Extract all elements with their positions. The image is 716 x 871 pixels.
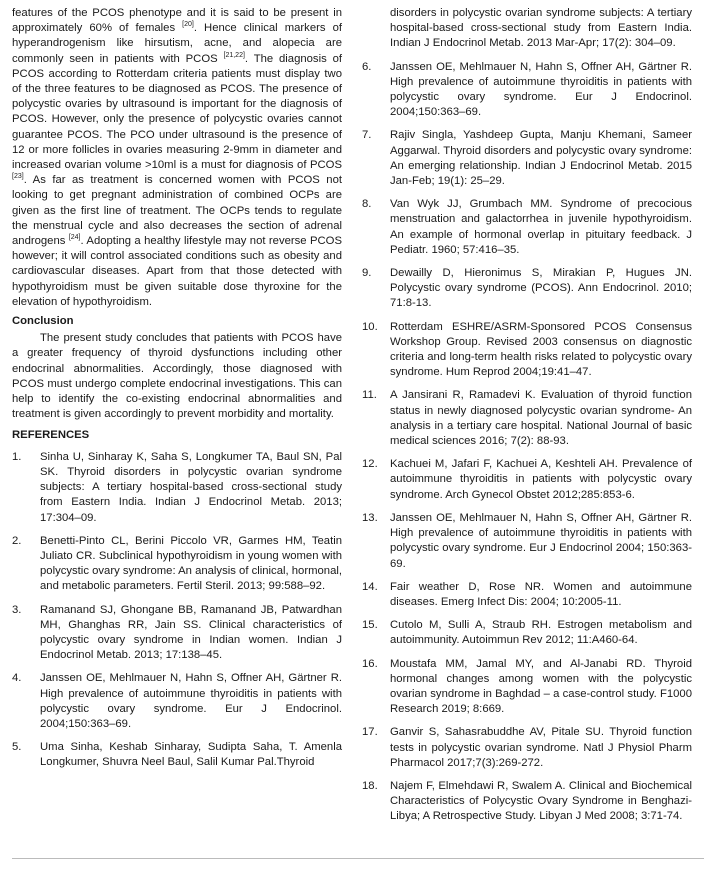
reference-text: Van Wyk JJ, Grumbach MM. Syndrome of precocious menstruation and galactorrhea in juvenile hypothyroidism. An example of hormonal overlap in pituitary feedback. J Pediatr. 1960; 57:416–35. (390, 198, 692, 256)
reference-number: 6. (362, 60, 372, 73)
reference-text: Najem F, Elmehdawi R, Swalem A. Clinical and Biochemical Characteristics of Polycystic Ovary Syndrome in Benghazi-Libya; A Retrospective Study. Libyan J Med 2008; 3:71-74. (390, 779, 692, 823)
reference-number: 4. (12, 672, 22, 685)
reference-number: 11. (362, 389, 377, 402)
reference-text: Dewailly D, Hieronimus S, Mirakian P, Hugues JN. Polycystic ovary syndrome (PCOS). Ann Endocrinol. 2010; 71:8-13. (390, 267, 692, 310)
reference-item (362, 197, 692, 258)
reference-number: 10. (362, 320, 378, 333)
reference-number: 14. (362, 580, 378, 593)
reference-text: Janssen OE, Mehlmauer N, Hahn S, Offner AH, Gärtner R. High prevalence of autoimmune thyroiditis in patients with polycystic ovary syndrome. Eur J Endocrinol. 2004;150:363–69. (40, 672, 342, 730)
reference-item (362, 657, 692, 718)
reference-text: Uma Sinha, Keshab Sinharay, Sudipta Saha, T. Amenla Longkumer, Shuvra Neel Baul, Salil Kumar Pal.Thyroid (40, 741, 342, 769)
reference-item (362, 580, 692, 610)
reference-text: Fair weather D, Rose NR. Women and autoimmune diseases. Emerg Infect Dis: 2004; 10:2005-11. (390, 580, 692, 608)
reference-text: Rotterdam ESHRE/ASRM-Sponsored PCOS Consensus Workshop Group. Revised 2003 consensus on diagnostic criteria and long-term health risks related to polycystic ovary syndrome. Hum Reprod 2004;19:41–47. (390, 320, 692, 379)
citation: [24] (68, 234, 81, 242)
citation: [20] (182, 21, 194, 29)
citation: [23] (12, 173, 24, 181)
reference-text: Ganvir S, Sahasrabuddhe AV, Pitale SU. Thyroid function tests in polycystic ovarian syndrome. Natl J Physiol Pharm Pharmacol 2017;7(3):269-272. (390, 726, 692, 769)
text-span: features of the PCOS phenotype and it is said to be present in approximately 60% of females (12, 7, 342, 35)
reference-number: 3. (12, 603, 22, 616)
reference-number: 8. (362, 198, 372, 211)
citation: [21,22] (223, 51, 245, 59)
reference-item (362, 128, 692, 189)
reference-text: Sinha U, Sinharay K, Saha S, Longkumer TA, Baul SN, Pal SK. Thyroid disorders in polycystic ovarian syndrome subjects: A tertiary hospital-based cross-sectional study from Eastern India. Indian J Endocrinol Metab. 2013; 17:304–09. (40, 450, 342, 524)
reference-number: 5. (12, 741, 22, 754)
reference-number: 16. (362, 657, 378, 670)
reference-text: Moustafa MM, Jamal MY, and Al-Janabi RD. Thyroid hormonal changes among women with the polycystic ovarian syndrome in Baghdad – a case-control study. F1000 Research 2019; 8:669. (390, 657, 692, 716)
reference-number: 15. (362, 619, 378, 632)
reference-number: 13. (362, 511, 378, 524)
reference-number: 1. (12, 450, 22, 463)
reference-item (362, 725, 692, 771)
reference-item (362, 511, 692, 572)
reference-item (12, 603, 342, 664)
text-span: . The diagnosis of PCOS according to Rotterdam criteria patients must display two of the three features to be diagnosed as PCOS. The presence of polycystic ovaries by ultrasound is important for the diagnosis of PCOS. However, only the presence of polycystic ovaries cannot guarantee PCOS. The PCO under ultrasound is the presence of 12 or more follicles in ovaries measuring 2-9mm in diameter and increased ovarian volume >10ml is a must for diagnosis of PCOS (12, 52, 342, 172)
reference-number: 9. (362, 267, 372, 280)
text-span: . As far as treatment is concerned women with PCOS not looking to get pregnant administration of combined OCPs are given as the first line of treatment. The OCPs tends to regulate the menstrual cycle and also decreases the section of adrenal androgens (12, 174, 342, 248)
reference-continuation (362, 6, 692, 52)
reference-text: Ramanand SJ, Ghongane BB, Ramanand JB, Patwardhan MH, Ghanghas RR, Jain SS. Clinical characteristics of polycystic ovary syndrome in Indian women. Indian J Endocrinol Metab. 2013; 17:138–45. (40, 603, 342, 662)
reference-text: Rajiv Singla, Yashdeep Gupta, Manju Khemani, Sameer Aggarwal. Thyroid disorders and polycystic ovary syndrome: An emerging relationship. Indian J Endocrinol Metab. 2015 Jan-Feb; 19(1): 25–29. (390, 129, 692, 188)
reference-text: Kachuei M, Jafari F, Kachuei A, Keshteli AH. Prevalence of autoimmune thyroiditis in patients with polycystic ovary syndrome. Arch Gynecol Obstet 2012;285:853-6. (390, 458, 692, 501)
reference-item (12, 450, 342, 526)
reference-number: 7. (362, 129, 372, 142)
reference-number: 18. (362, 779, 378, 792)
reference-text: Cutolo M, Sulli A, Straub RH. Estrogen metabolism and autoimmunity. Autoimmun Rev 2012; 11:A460-64. (390, 619, 692, 647)
reference-item (12, 740, 342, 770)
reference-item (362, 266, 692, 312)
reference-item (362, 388, 692, 449)
reference-number-spacer (362, 6, 390, 52)
text-span: . Hence clinical markers of hyperandrogenism like hirsutism, acne, and alopecia are commonly seen in patients with PCOS (12, 22, 342, 65)
reference-item (362, 618, 692, 648)
references-list-left (12, 450, 342, 771)
reference-item (12, 671, 342, 732)
reference-number: 2. (12, 534, 22, 547)
reference-item (362, 320, 692, 381)
discussion-paragraph (12, 6, 342, 310)
reference-item (12, 534, 342, 595)
reference-item (362, 779, 692, 825)
footer-divider (12, 858, 704, 859)
reference-item (362, 60, 692, 121)
reference-text: disorders in polycystic ovarian syndrome subjects: A tertiary hospital-based cross-sectional study from Eastern India. Indian J Endocrinol Metab. 2013 Mar-Apr; 17(2): 304–09. (390, 7, 692, 50)
reference-number: 12. (362, 458, 378, 471)
reference-text: Janssen OE, Mehlmauer N, Hahn S, Offner AH, Gärtner R. High prevalence of autoimmune thyroiditis in patients with polycystic ovary syndrome. Eur J Endocrinol. 2004;150:363–69. (390, 60, 692, 119)
reference-item (362, 457, 692, 503)
reference-number: 17. (362, 726, 378, 739)
text-span: . Adopting a healthy lifestyle may not reverse PCOS however; it will control associated conditions such as obesity and cardiovascular diseases. Apart from that those detected with hypothyroidism must be given suitable dose thyroxine for the elevation of hypothyroidism. (12, 235, 342, 308)
reference-text: Janssen OE, Mehlmauer N, Hahn S, Offner AH, Gärtner R. High prevalence of autoimmune thyroiditis in patients with polycystic ovary syndrome. Eur J Endocrinol 2004; 150:363-69. (390, 511, 692, 570)
conclusion-paragraph: The present study concludes that patients with PCOS have a greater frequency of thyroid dysfunctions including other endocrinal abnormalities. Accordingly, those diagnosed with PCOS must undergo complete endocrinal investigations. This can help to identify the co-existing endocrinal abnormalities and treatment is given accordingly to prevent morbidity and mortality. (12, 332, 342, 421)
reference-text: Benetti-Pinto CL, Berini Piccolo VR, Garmes HM, Teatin Juliato CR. Subclinical hypothyroidism in young women with polycystic ovary syndrome: An analysis of clinical, hormonal, and metabolic parameters. Fertil Steril. 2013; 99:588–92. (40, 534, 343, 593)
left-column (12, 6, 342, 779)
references-heading: REFERENCES (12, 429, 90, 442)
reference-text: A Jansirani R, Ramadevi K. Evaluation of thyroid function status in newly diagnosed polycystic ovarian syndrome- An analysis in a tertiary care hospital. National Journal of basic medical sciences 2016; 7(2): 88-93. (390, 389, 692, 448)
conclusion-heading: Conclusion (12, 315, 74, 328)
right-column (362, 6, 692, 833)
